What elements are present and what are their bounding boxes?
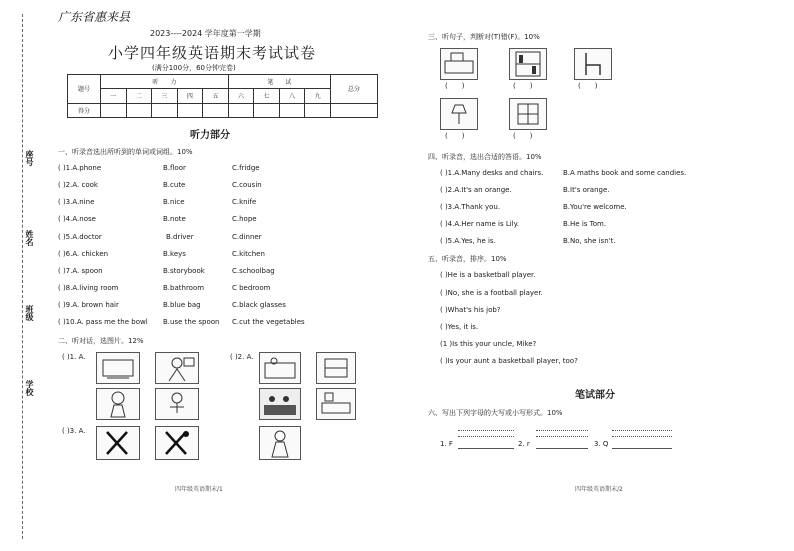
p1-q6-b[interactable]: B.keys bbox=[163, 250, 186, 258]
picture-telephone-desk[interactable] bbox=[440, 48, 478, 80]
p1-q9-a[interactable]: ( )9.A. brown hair bbox=[58, 301, 119, 309]
writing-heading: 笔试部分 bbox=[575, 390, 615, 401]
p1-q7-b[interactable]: B.storybook bbox=[163, 267, 205, 275]
listening-heading: 听力部分 bbox=[190, 130, 230, 141]
p5-line-6[interactable]: ( )Is your aunt a basketball player, too? bbox=[440, 357, 578, 365]
p3-bracket-4[interactable]: ( ) bbox=[445, 132, 465, 140]
score-cell[interactable] bbox=[254, 103, 280, 117]
score-table-tihao: 题号 bbox=[68, 75, 101, 104]
p1-q5-a[interactable]: ( )5.A.doctor bbox=[58, 233, 102, 241]
picture-chair[interactable] bbox=[574, 48, 612, 80]
p4-q5-b[interactable]: B.No, she isn't. bbox=[563, 237, 616, 245]
p3-bracket-2[interactable]: ( ) bbox=[513, 82, 533, 90]
score-cell[interactable] bbox=[177, 103, 203, 117]
picture-cooking[interactable] bbox=[316, 352, 356, 384]
p1-q7-a[interactable]: ( )7.A. spoon bbox=[58, 267, 103, 275]
footer-left: 四年级英语期末/1 bbox=[175, 486, 223, 493]
score-col: 九 bbox=[305, 89, 331, 103]
p5-line-5[interactable]: (1 )Is this your uncle, Mike? bbox=[440, 340, 537, 348]
picture-classroom[interactable] bbox=[259, 388, 301, 420]
part1-instruction: 一、听录音选出所听到的单词或词组。10% bbox=[58, 148, 193, 156]
exam-subtitle: (满分100分，60分钟完卷) bbox=[152, 64, 236, 72]
p1-q8-b[interactable]: B.bathroom bbox=[163, 284, 205, 292]
p3-bracket-5[interactable]: ( ) bbox=[513, 132, 533, 140]
side-label-class: 班级 bbox=[25, 305, 34, 321]
footer-right: 四年级英语期末/2 bbox=[575, 486, 623, 493]
p1-q6-c[interactable]: C.kitchen bbox=[232, 250, 265, 258]
score-cell[interactable] bbox=[126, 103, 152, 117]
score-cell[interactable] bbox=[152, 103, 178, 117]
p1-q5-c[interactable]: C.dinner bbox=[232, 233, 262, 241]
p1-q4-a[interactable]: ( )4.A.nose bbox=[58, 215, 96, 223]
p1-q4-b[interactable]: B.note bbox=[163, 215, 186, 223]
score-cell[interactable] bbox=[331, 103, 378, 117]
handwritten-note: 广东省惠来县 bbox=[58, 10, 131, 24]
p6-item-2[interactable]: 2. r bbox=[518, 440, 530, 448]
p1-q4-c[interactable]: C.hope bbox=[232, 215, 257, 223]
score-table-listening: 听 力 bbox=[101, 75, 229, 89]
p1-q10-a[interactable]: ( )10.A. pass me the bowl bbox=[58, 318, 148, 326]
write-line bbox=[458, 448, 514, 449]
score-table-total: 总分 bbox=[331, 75, 378, 104]
picture-bookshelf[interactable] bbox=[509, 48, 547, 80]
picture-fork-spoon[interactable] bbox=[155, 426, 199, 460]
score-col: 四 bbox=[177, 89, 203, 103]
p4-q1-b[interactable]: B.A maths book and some candies. bbox=[563, 169, 687, 177]
p2-q1-label: ( )1. A. bbox=[62, 353, 86, 361]
side-label-school: 学校 bbox=[25, 380, 34, 396]
picture-whiteboard[interactable] bbox=[96, 352, 140, 384]
write-line bbox=[536, 430, 588, 431]
p4-q2-b[interactable]: B.It's orange. bbox=[563, 186, 610, 194]
score-col: 七 bbox=[254, 89, 280, 103]
p1-q1-c[interactable]: C.fridge bbox=[232, 164, 260, 172]
p5-line-2[interactable]: ( )No, she is a football player. bbox=[440, 289, 543, 297]
p1-q3-a[interactable]: ( )3.A.nine bbox=[58, 198, 95, 206]
p4-q2-a[interactable]: ( )2.A.It's an orange. bbox=[440, 186, 512, 194]
picture-boy[interactable] bbox=[155, 388, 199, 420]
p4-q5-a[interactable]: ( )5.A.Yes, he is. bbox=[440, 237, 496, 245]
p4-q3-a[interactable]: ( )3.A.Thank you. bbox=[440, 203, 501, 211]
side-label-seat: 座号 bbox=[25, 150, 34, 166]
p4-q4-a[interactable]: ( )4.A.Her name is Lily. bbox=[440, 220, 519, 228]
p1-q9-b[interactable]: B.blue bag bbox=[163, 301, 201, 309]
part6-instruction: 六、写出下列字母的大写或小写形式。10% bbox=[428, 409, 563, 417]
part3-instruction: 三、听句子，判断对(T)错(F)。10% bbox=[428, 33, 540, 41]
write-line bbox=[612, 436, 672, 437]
part5-instruction: 五、听录音，排序。10% bbox=[428, 255, 507, 263]
p4-q4-b[interactable]: B.He is Tom. bbox=[563, 220, 607, 228]
p1-q8-c[interactable]: C bedroom bbox=[232, 284, 271, 292]
p1-q7-c[interactable]: C.schoolbag bbox=[232, 267, 275, 275]
score-col: 二 bbox=[126, 89, 152, 103]
score-cell[interactable] bbox=[228, 103, 254, 117]
score-cell[interactable] bbox=[101, 103, 127, 117]
exam-year: 2023----2024 学年度第一学期 bbox=[150, 29, 261, 38]
p5-line-3[interactable]: ( )What's his job? bbox=[440, 306, 501, 314]
p1-q10-b[interactable]: B.use the spoon bbox=[163, 318, 220, 326]
picture-kitchen[interactable] bbox=[259, 352, 301, 384]
score-cell[interactable] bbox=[305, 103, 331, 117]
p1-q3-b[interactable]: B.nice bbox=[163, 198, 185, 206]
p1-q8-a[interactable]: ( )8.A.living room bbox=[58, 284, 119, 292]
side-label-name: 姓名 bbox=[25, 230, 34, 246]
p3-bracket-3[interactable]: ( ) bbox=[578, 82, 598, 90]
score-col: 五 bbox=[203, 89, 229, 103]
write-line bbox=[458, 436, 514, 437]
p1-q2-c[interactable]: C.cousin bbox=[232, 181, 262, 189]
binding-line bbox=[22, 14, 23, 539]
p6-item-1[interactable]: 1. F bbox=[440, 440, 453, 448]
picture-girl[interactable] bbox=[96, 388, 140, 420]
p1-q2-a[interactable]: ( )2.A. cook bbox=[58, 181, 98, 189]
picture-window[interactable] bbox=[509, 98, 547, 130]
write-line bbox=[536, 436, 588, 437]
write-line bbox=[536, 448, 588, 449]
p4-q1-a[interactable]: ( )1.A.Many desks and chairs. bbox=[440, 169, 544, 177]
write-line bbox=[458, 430, 514, 431]
score-col: 六 bbox=[228, 89, 254, 103]
score-cell[interactable] bbox=[279, 103, 305, 117]
part4-instruction: 四、听录音，选出合适的答语。10% bbox=[428, 153, 542, 161]
picture-teacher[interactable] bbox=[155, 352, 199, 384]
p6-item-3[interactable]: 3. Q bbox=[594, 440, 609, 448]
p1-q9-c[interactable]: C.black glasses bbox=[232, 301, 286, 309]
p1-q2-b[interactable]: B.cute bbox=[163, 181, 186, 189]
picture-woman[interactable] bbox=[259, 426, 301, 460]
score-col: 八 bbox=[279, 89, 305, 103]
exam-title: 小学四年级英语期末考试试卷 bbox=[108, 44, 317, 62]
write-line bbox=[612, 448, 672, 449]
p2-q2-label: ( )2. A. bbox=[230, 353, 254, 361]
p5-line-4[interactable]: ( )Yes, it is. bbox=[440, 323, 479, 331]
p4-q3-b[interactable]: B.You're welcome. bbox=[563, 203, 627, 211]
score-table bbox=[67, 74, 378, 118]
picture-bedroom[interactable] bbox=[316, 388, 356, 420]
p1-q1-b[interactable]: B.floor bbox=[163, 164, 186, 172]
p1-q10-c[interactable]: C.cut the vegetables bbox=[232, 318, 305, 326]
picture-lamp[interactable] bbox=[440, 98, 478, 130]
part2-instruction: 二、听对话，选图片。12% bbox=[58, 337, 144, 345]
score-table-writing: 笔 试 bbox=[228, 75, 330, 89]
write-line bbox=[612, 430, 672, 431]
p1-q6-a[interactable]: ( )6.A. chicken bbox=[58, 250, 109, 258]
score-table-defen: 得分 bbox=[68, 103, 101, 117]
score-col: 三 bbox=[152, 89, 178, 103]
score-col: 一 bbox=[101, 89, 127, 103]
picture-fork-knife[interactable] bbox=[96, 426, 140, 460]
p1-q1-a[interactable]: ( )1.A.phone bbox=[58, 164, 102, 172]
p1-q3-c[interactable]: C.knife bbox=[232, 198, 257, 206]
p5-line-1[interactable]: ( )He is a basketball player. bbox=[440, 271, 536, 279]
score-cell[interactable] bbox=[203, 103, 229, 117]
p1-q5-b[interactable]: B.driver bbox=[166, 233, 194, 241]
p2-q3-label: ( )3. A. bbox=[62, 427, 86, 435]
p3-bracket-1[interactable]: ( ) bbox=[445, 82, 465, 90]
